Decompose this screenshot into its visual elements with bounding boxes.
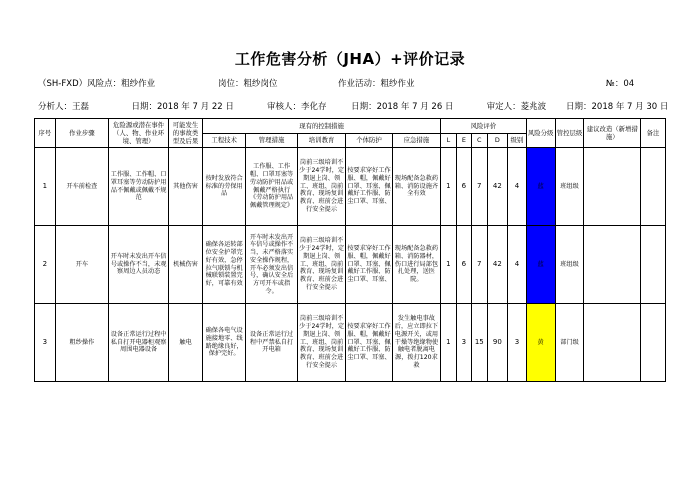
cell-suggestion xyxy=(584,304,641,382)
risk-point-field xyxy=(38,77,218,89)
no-label: №： xyxy=(606,79,624,89)
cell-management: 工作服、工作帽、口罩耳塞等劳动防护用品或佩戴严格执行《劳动防护用品佩戴管理规定》 xyxy=(246,148,298,226)
header-control-level: 管控层级 xyxy=(555,119,584,148)
cell-remark xyxy=(641,304,666,382)
analyst-label: 分析人： xyxy=(38,102,73,112)
approve-date-field xyxy=(566,100,669,112)
header-seq: 序号 xyxy=(35,119,56,148)
approver-field xyxy=(487,100,566,112)
reviewer-label: 审核人： xyxy=(266,102,301,112)
cell-ppe: 按要求穿好工作服、帽，佩戴好口罩、耳塞、佩戴好工作服、防尘口罩、耳塞、 xyxy=(346,148,392,226)
cell-training: 岗前三级培训不少于24学时，定期退上岗、领工、班组、岗前教育、现场复训教育、班前会进行安全提示 xyxy=(297,226,345,304)
cell-ppe: 按要求穿好工作服、帽，佩戴好口罩、耳塞、佩戴好工作服、防尘口罩、耳塞、 xyxy=(346,226,392,304)
header-C: C xyxy=(472,133,487,148)
cell-step: 开车前检查 xyxy=(55,148,109,226)
header-training: 培训教育 xyxy=(297,133,345,148)
activity-label: 作业活动： xyxy=(338,79,381,89)
analyst-value: 王磊 xyxy=(72,102,90,112)
header-remark: 备注 xyxy=(641,119,666,148)
analysis-date-value: 2018 年 7 月 22 日 xyxy=(156,102,234,112)
header-emergency: 应急措施 xyxy=(392,133,440,148)
no-field xyxy=(606,77,666,89)
cell-risk-grade: 蓝 xyxy=(526,148,555,226)
cell-suggestion xyxy=(584,148,641,226)
risk-point-value: 粗纱作业 xyxy=(121,79,156,89)
jha-table xyxy=(34,118,666,382)
reviewer-value: 李化存 xyxy=(300,102,327,112)
post-label: 岗位： xyxy=(218,79,244,89)
cell-level: 4 xyxy=(508,226,527,304)
reviewer-field xyxy=(267,100,351,112)
cell-emergency: 现场配备急救药箱、消防设施齐全有效 xyxy=(392,148,440,226)
header-controls-group: 现有的控制措施 xyxy=(203,119,441,134)
cell-D: 90 xyxy=(487,304,508,382)
cell-E: 6 xyxy=(456,226,471,304)
cell-D: 42 xyxy=(487,148,508,226)
cell-L: 1 xyxy=(441,304,456,382)
header-ppe: 个体防护 xyxy=(346,133,392,148)
cell-control-level: 部门级 xyxy=(555,304,584,382)
cell-L: 1 xyxy=(441,148,456,226)
header-accident-type: 可能发生的事故类型及后果 xyxy=(169,119,203,148)
cell-remark xyxy=(641,226,666,304)
approve-date-label: 日期： xyxy=(566,102,592,112)
cell-accident-type: 触电 xyxy=(169,304,203,382)
review-date-label: 日期： xyxy=(351,102,377,112)
header-risk-eval-group: 风险评价 xyxy=(441,119,527,134)
review-date-field xyxy=(351,100,487,112)
meta-row-2 xyxy=(38,100,669,112)
cell-emergency: 现场配备急救药箱、消防器材，伤口进行局部包扎处理，送医院。 xyxy=(392,226,440,304)
cell-suggestion xyxy=(584,226,641,304)
analysis-date-label: 日期： xyxy=(131,102,157,112)
cell-engineering: 按时发放符合标准的劳保用品 xyxy=(203,148,246,226)
cell-E: 3 xyxy=(456,304,471,382)
cell-hazard: 设备正常运行过程中私自打开电器柜观察周围电器设备 xyxy=(109,304,169,382)
header-level: 级别 xyxy=(508,133,527,148)
cell-D: 42 xyxy=(487,226,508,304)
cell-risk-grade: 蓝 xyxy=(526,226,555,304)
table-row xyxy=(35,226,666,304)
meta-row-1 xyxy=(38,77,666,89)
header-suggestion: 建议改造（新增措施） xyxy=(584,119,641,148)
cell-control-level: 班组级 xyxy=(555,226,584,304)
cell-L: 1 xyxy=(441,226,456,304)
cell-accident-type: 机械伤害 xyxy=(169,226,203,304)
cell-training: 岗前三级培训不少于24学时，定期退上岗、领工、班组、岗前教育、现场复训教育、班前会进行安全提示 xyxy=(297,148,345,226)
cell-C: 7 xyxy=(472,226,487,304)
cell-seq: 2 xyxy=(35,226,56,304)
cell-E: 6 xyxy=(456,148,471,226)
cell-risk-grade: 黄 xyxy=(526,304,555,382)
table-row xyxy=(35,148,666,226)
analysis-date-field xyxy=(131,100,267,112)
activity-field xyxy=(338,77,508,89)
cell-management: 设备正常运行过程中严禁私自打开电箱 xyxy=(246,304,298,382)
header-D: D xyxy=(487,133,508,148)
cell-seq: 3 xyxy=(35,304,56,382)
header-risk-grade: 风险分级 xyxy=(526,119,555,148)
post-field xyxy=(218,77,338,89)
cell-level: 3 xyxy=(508,304,527,382)
cell-emergency: 发生触电事故后，应立即拉下电源开关，或用干燥等绝缘物使触电者脱离电源，拨打120求救 xyxy=(392,304,440,382)
cell-hazard: 工作服、工作帽、口罩耳塞等劳动防护用品不佩戴或佩戴不规范 xyxy=(109,148,169,226)
approve-date-value: 2018 年 7 月 30 日 xyxy=(591,102,669,112)
cell-hazard: 开车时未发出开车信号或操作不当，未观察周边人员动态 xyxy=(109,226,169,304)
header-management: 管理措施 xyxy=(246,133,298,148)
cell-seq: 1 xyxy=(35,148,56,226)
cell-level: 4 xyxy=(508,148,527,226)
cell-training: 岗前三级培训不少于24学时，定期退上岗、领工、班组、岗前教育、现场复训教育、班前会进行安全提示 xyxy=(297,304,345,382)
cell-C: 15 xyxy=(472,304,487,382)
header-E: E xyxy=(456,133,471,148)
cell-ppe: 按要求穿好工作服、帽，佩戴好口罩、耳塞、佩戴好工作服、防尘口罩、耳塞、 xyxy=(346,304,392,382)
activity-value: 粗纱作业 xyxy=(380,79,415,89)
header-engineering: 工程技术 xyxy=(203,133,246,148)
header-step: 作业步骤 xyxy=(55,119,109,148)
header-hazard: 危险源或潜在事件（人、物、作业环境、管理） xyxy=(109,119,169,148)
cell-step: 粗纱操作 xyxy=(55,304,109,382)
cell-C: 7 xyxy=(472,148,487,226)
approver-label: 审定人： xyxy=(486,102,521,112)
approver-value: 菱兆波 xyxy=(520,102,547,112)
header-L: L xyxy=(441,133,456,148)
cell-control-level: 班组级 xyxy=(555,148,584,226)
post-value: 粗纱岗位 xyxy=(243,79,278,89)
table-row xyxy=(35,304,666,382)
page-title: 工作危害分析（JHA）+评价记录 xyxy=(234,50,466,68)
cell-engineering: 确保各电气设施接地零、线路绝缘良好，保护完好。 xyxy=(203,304,246,382)
analyst-field xyxy=(38,100,131,112)
no-value: 04 xyxy=(623,79,635,89)
cell-accident-type: 其他伤害 xyxy=(169,148,203,226)
review-date-value: 2018 年 7 月 26 日 xyxy=(376,102,454,112)
table-header-row-1 xyxy=(35,119,666,134)
cell-remark xyxy=(641,148,666,226)
cell-engineering: 确保各运转部位安全护罩完好有效，急停拉气联锁与机械联锁装置完好，可靠有效 xyxy=(203,226,246,304)
cell-management: 开车时未发出开车信号或操作不当，未严格落实安全操作规程，开车必须发出信号，确认安全后方可开车或指令。 xyxy=(246,226,298,304)
risk-point-label: （SH-FXD）风险点： xyxy=(38,79,122,89)
cell-step: 开车 xyxy=(55,226,109,304)
